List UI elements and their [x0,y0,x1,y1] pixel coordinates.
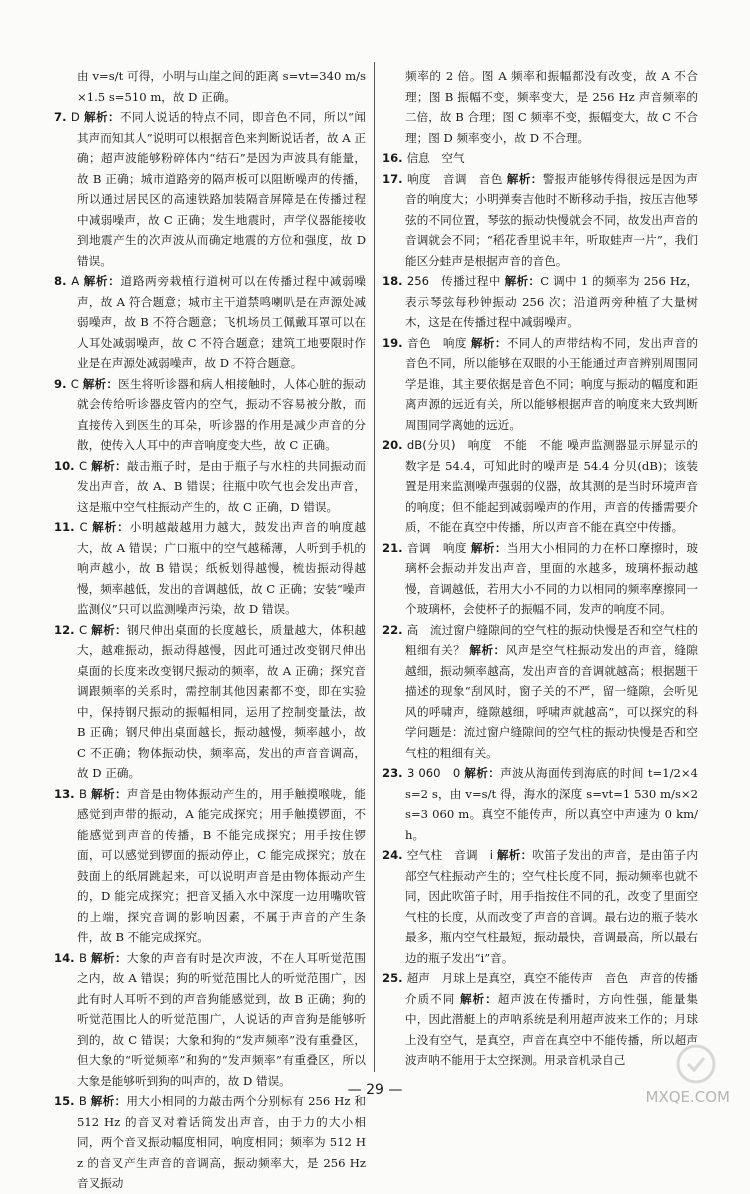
analysis-tag: 解析： [504,274,541,288]
analysis-tag: 解析： [459,991,498,1006]
question-number: 23. [382,766,407,780]
answer-text: 声波从海面传到海底的时间 t=1/2×4 s=2 s，由 v=s/t 得，海水的深度 s=vt=1 530 m/s×2 s=3 060 m。真空不能传声，所以真空中声速为 0 km/h。 [405,766,698,842]
analysis-tag: 解析： [496,848,533,862]
question-number: 18. [382,274,407,288]
answer-value: 高 流过窗户缝隙间的空气柱的振动快慢是否和空气柱的粗细有关？ [405,622,698,657]
answer-item [382,333,698,436]
answer-text: 用大小相同的力敲击两个分别标有 256 Hz 和 512 Hz 的音叉对着话筒发出声音，由于力的大小相同，两个音叉振动幅度相同，响度相同；频率为 512 Hz 的音叉产生声音的音调高，振动频率大，是 256 Hz 音叉振动 [77,1094,366,1190]
answer-value: C [70,376,83,391]
analysis-tag: 解析： [469,643,506,657]
answer-value: 响度 音调 音色 [406,171,507,186]
answer-value: 256 传播过程中 [406,274,505,288]
answer-item [54,456,366,518]
answer-value: C [78,458,92,473]
answer-text: 大象的声音有时是次声波，不在人耳听觉范围之内，故 A 错误；狗的听觉范围比人的听觉范围广，因此有时人耳听不到的声音狗能感觉到，故 B 正确；狗的听觉范围比人的听觉范围广，人说话的声音狗是能够听到的，故 C 错误；大象和狗的“发声频率”没有重叠区，但大象的“听觉频率”和狗的“发声频率”有重叠区，所以大象是能够听到狗的叫声的，故 D 错误。 [77,950,366,1088]
answer-value: 超声 月球上是真空，真空不能传声 音色 声音的传播介质不同 [405,971,698,1006]
right-column [382,66,698,1071]
answer-text: C 调中 1 的频率为 256 Hz，表示琴弦每秒钟振动 256 次；沿道两旁种植了大量树木，这是在传播过程中减弱噪声。 [405,274,698,329]
column-divider [374,62,375,1072]
answer-text: 钢尺伸出桌面的长度越长，质量越大，体积越大，越难振动，振动得越慢，因此可通过改变钢尺伸出桌面的长度来改变钢尺振动的频率，故 A 正确；探究音调跟频率的关系时，需控制其他因素都不变，即在实验中，保持钢尺振动的振幅相同，运用了控制变量法，故 B 正确；钢尺伸出桌面越长，振动越慢，频率越小，故 C 不正确；物体振动快，频率高，发出的声音音调高，故 D 正确。 [77,622,366,780]
answer-item [382,169,698,272]
left-column [54,66,366,1194]
question-number: 25. [382,971,407,985]
answer-text: 噪声监测器显示屏显示的数字是 54.4，可知此时的噪声是 54.4 分贝(dB)；该装置是用来监测噪声强弱的仪器，故其测的是当时环境声音的响度；但不能起到减弱噪声的作用，声音的传播需要介质，不能在真空中传播，所以声音不能在真空中传播。 [405,438,699,534]
question-number: 12. [54,622,79,637]
answer-value: C [79,520,93,534]
analysis-tag: 解析： [92,520,130,534]
answer-item [54,517,366,620]
answer-text: 声音是由物体振动产生的，用手触摸喉咙，能感觉到声带的振动，A 能完成探究；用手触摸锣面，不能感觉到声音的传播，B 不能完成探究；用手按住锣面，可以感觉到锣面的振动停止，C 能完成探究；放在鼓面上的纸屑跳起来，可以说明声音是由物体振动产生的，D 能完成探究；把音叉插入水中深度一边用嘴吹管的上端，探究音调的影响因素，不属于声音的产生条件，故 B 不能完成探究。 [77,786,366,944]
answer-text: 吹笛子发出的声音，是由笛子内部空气柱振动产生的；空气柱长度不同，振动频率也就不同，因此吹笛子时，用手指按住不同的孔，改变了里面空气柱的长度，从而改变了声音的音调。最右边的瓶子装水最多，瓶内空气柱最短，振动最快，音调最高，所以最右边的瓶子发出“i”音。 [405,848,698,965]
analysis-tag: 解析： [506,171,543,186]
analysis-tag: 解析： [83,110,120,124]
question-number: 13. [54,786,79,801]
answer-item [382,538,698,620]
answer-item [382,845,698,968]
analysis-tag: 解析： [470,335,507,350]
question-number: 15. [54,1094,79,1108]
question-number: 14. [54,950,79,965]
question-number: 20. [382,438,407,452]
question-number: 7. [54,110,71,124]
analysis-tag: 解析： [91,950,127,965]
question-number: 22. [382,622,407,637]
question-number: 24. [382,848,407,862]
question-number: 16. [382,151,407,165]
page-number: — 29 — [347,1082,403,1098]
analysis-tag: 解析： [82,376,119,391]
question-number: 10. [54,458,79,473]
answer-item [382,763,698,845]
answer-text: 警报声能够传得很远是因为声音的响度大；小明弹奏吉他时不断移动手指，按压吉他琴弦的不同位置，琴弦的振动快慢就会不同，故发出声音的音调就会不同；“稻花香里说丰年，听取蛙声一片”，我们能区分蛙声是根据声音的音色。 [405,171,698,268]
answer-text: 频率的 2 倍。图 A 频率和振幅都没有改变，故 A 不合理；图 B 振幅不变，频率变大，是 256 Hz 声音频率的二倍，故 B 合理；图 C 频率不变，振幅变大，故 C 不合理；图 D 频率变小，故 D 不合理。 [405,69,698,145]
question-number: 8. [54,274,72,288]
answer-item [382,435,698,538]
answer-item [54,948,366,1092]
analysis-tag: 解析： [91,786,127,801]
question-number: 17. [382,171,407,186]
answer-text: 敲击瓶子时，是由于瓶子与水柱的共同振动而发出声音，故 A、B 错误；往瓶中吹气也会发出声音，这是瓶中空气柱振动产生的，故 C 正确，D 错误。 [77,458,366,514]
answer-text: 由 v=s/t 可得，小明与山崖之间的距离 s=vt=340 m/s×1.5 s=510 m，故 D 正确。 [77,69,366,104]
question-number: 21. [382,540,407,555]
answer-text: 小明越敲越用力越大，鼓发出声音的响度越大，故 A 错误；广口瓶中的空气越稀薄，人听到手机的响声越小，故 B 错误；纸板划得越慢，梳齿振动得越慢，频率越低，发出的音调越低，故 C 正确；安装“噪声监测仪”只可以监测噪声污染，故 D 错误。 [77,520,366,616]
answer-text: 超声波在传播时，方向性强，能量集中，因此潜艇上的声呐系统是利用超声波来工作的；月球上没有空气，是真空，声音在真空中不能传播，所以超声波声呐不能用于太空探测。用录音机录自己 [405,991,698,1067]
answer-item [382,148,698,169]
answer-text: 不同人的声带结构不同，发出声音的音色不同，所以能够在双眼的小王能通过声音辨别周围同学是谁，其主要依据是音色不同；响度与振动的幅度和距离声源的远近有关，所以能够根据声音的响度来大致判断周围同学离她的远近。 [405,335,698,432]
answer-item [382,271,698,333]
answer-value: B [78,786,91,801]
answer-text: 当用大小相同的力在杯口摩擦时，玻璃杯会振动并发出声音，里面的水越多，玻璃杯振动越慢，音调越低，若用大小不同的力以相同的频率摩擦同一个玻璃杯，会使杯子的振幅不同，发声的响度不同。 [405,540,698,616]
continued-text [382,66,698,148]
answer-value: B [78,1094,91,1108]
analysis-tag: 解析： [83,274,121,288]
answer-item [54,271,366,374]
answer-text: 风声是空气柱振动发出的声音，缝隙越细，振动频率越高，发出声音的音调就越高；根据题干描述的现象“刮风时，窗子关的不严，留一缝隙，会听见风的呼啸声，缝隙越细，呼啸声就越高”，可以探究的科学问题是：流过窗户缝隙间的空气柱的振动快慢是否和空气柱的粗细有关。 [405,643,698,760]
analysis-tag: 解析： [464,766,501,780]
answer-value: B [78,950,91,965]
answer-value: 空气柱 音调 i [406,848,497,862]
answer-value: A [71,274,84,288]
question-number: 9. [54,376,71,391]
question-number: 11. [54,520,80,534]
continued-text [54,66,366,107]
answer-value: 音调 响度 [406,540,471,555]
answer-value: 信息 空气 [406,151,465,165]
answer-item [54,1091,366,1194]
analysis-tag: 解析： [470,540,507,555]
analysis-tag: 解析： [90,1094,127,1108]
answer-value: dB(分贝) 响度 不能 不能 [406,438,568,452]
watermark-text: MXQE.COM [645,1088,730,1106]
analysis-tag: 解析： [91,622,128,637]
answer-text: 医生将听诊器和病人相接触时，人体心脏的振动就会传给听诊器皮管内的空气，振动不容易被分散，而直接传入到医生的耳朵，听诊器的作用是减少声音的分散，使传入人耳中的声音响度变大些，故 C 正确。 [77,376,366,452]
answer-item [54,620,366,784]
answer-text: 不同人说话的特点不同，即音色不同，所以“闻其声而知其人”说明可以根据音色来判断说话者，故 A 正确；超声波能够粉碎体内“结石”是因为声波具有能量，故 B 正确；城市道路旁的隔声板可以阻断噪声的传播，所以通过居民区的高速铁路加装隔音屏障是在传播过程中减弱噪声，故 C 正确；发生地震时，声学仪器能接收到地震产生的次声波从而确定地震的方位和强度，故 D 错误。 [77,110,366,268]
answer-item [54,374,366,456]
analysis-tag: 解析： [91,458,128,473]
answer-item [382,620,698,764]
answer-text: 道路两旁栽植行道树可以在传播过程中减弱噪声，故 A 符合题意；城市主干道禁鸣喇叭是在声源处减弱噪声，故 B 不符合题意；飞机场员工佩戴耳罩可以在人耳处减弱噪声，故 C 不符合题意；建筑工地要限时作业是在声源处减弱噪声，故 D 不符合题意。 [77,274,366,370]
answer-value: 音色 响度 [406,335,471,350]
answer-value: C [78,622,92,637]
answer-item [54,107,366,271]
answer-value: 3 060 0 [406,766,465,780]
answer-value: D [70,110,84,124]
question-number: 19. [382,335,407,350]
answer-item [54,784,366,948]
